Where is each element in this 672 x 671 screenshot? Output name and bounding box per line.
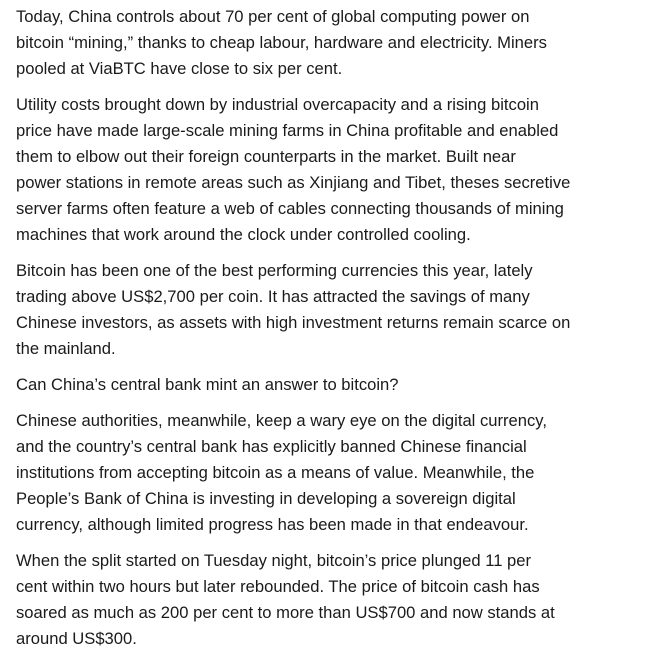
text-line: institutions from accepting bitcoin as a means of value. Meanwhile, the bbox=[16, 463, 535, 482]
paragraph-split-price bbox=[16, 548, 666, 652]
text-line: Utility costs brought down by industrial overcapacity and a rising bitcoin bbox=[16, 95, 539, 114]
paragraph-central-bank-question bbox=[16, 372, 666, 398]
text-line: bitcoin “mining,” thanks to cheap labour, hardware and electricity. Miners bbox=[16, 33, 547, 52]
text-line: Today, China controls about 70 per cent of global computing power on bbox=[16, 7, 530, 26]
text-line: soared as much as 200 per cent to more than US$700 and now stands at bbox=[16, 603, 555, 622]
text-line: machines that work around the clock under controlled cooling. bbox=[16, 225, 471, 244]
text-line: currency, although limited progress has been made in that endeavour. bbox=[16, 515, 529, 534]
text-line: the mainland. bbox=[16, 339, 116, 358]
text-line: Bitcoin has been one of the best performing currencies this year, lately bbox=[16, 261, 533, 280]
text-line: them to elbow out their foreign counterparts in the market. Built near bbox=[16, 147, 516, 166]
paragraph-chinese-authorities bbox=[16, 408, 666, 538]
text-line: When the split started on Tuesday night, bitcoin’s price plunged 11 per bbox=[16, 551, 532, 570]
paragraph-bitcoin-performance bbox=[16, 258, 666, 362]
text-line: cent within two hours but later rebounded. The price of bitcoin cash has bbox=[16, 577, 540, 596]
text-line: People’s Bank of China is investing in developing a sovereign digital bbox=[16, 489, 516, 508]
paragraph-utility-costs bbox=[16, 92, 666, 248]
text-line: server farms often feature a web of cables connecting thousands of mining bbox=[16, 199, 564, 218]
text-line: power stations in remote areas such as Xinjiang and Tibet, theses secretive bbox=[16, 173, 571, 192]
text-line: around US$300. bbox=[16, 629, 137, 648]
text-line: and the country’s central bank has explicitly banned Chinese financial bbox=[16, 437, 527, 456]
text-line: Chinese investors, as assets with high investment returns remain scarce on bbox=[16, 313, 571, 332]
paragraph-mining-share bbox=[16, 4, 666, 82]
text-line: Chinese authorities, meanwhile, keep a wary eye on the digital currency, bbox=[16, 411, 547, 430]
article-body bbox=[16, 4, 666, 662]
text-line: Can China’s central bank mint an answer to bitcoin? bbox=[16, 375, 399, 394]
text-line: pooled at ViaBTC have close to six per cent. bbox=[16, 59, 343, 78]
text-line: trading above US$2,700 per coin. It has attracted the savings of many bbox=[16, 287, 530, 306]
text-line: price have made large-scale mining farms in China profitable and enabled bbox=[16, 121, 559, 140]
